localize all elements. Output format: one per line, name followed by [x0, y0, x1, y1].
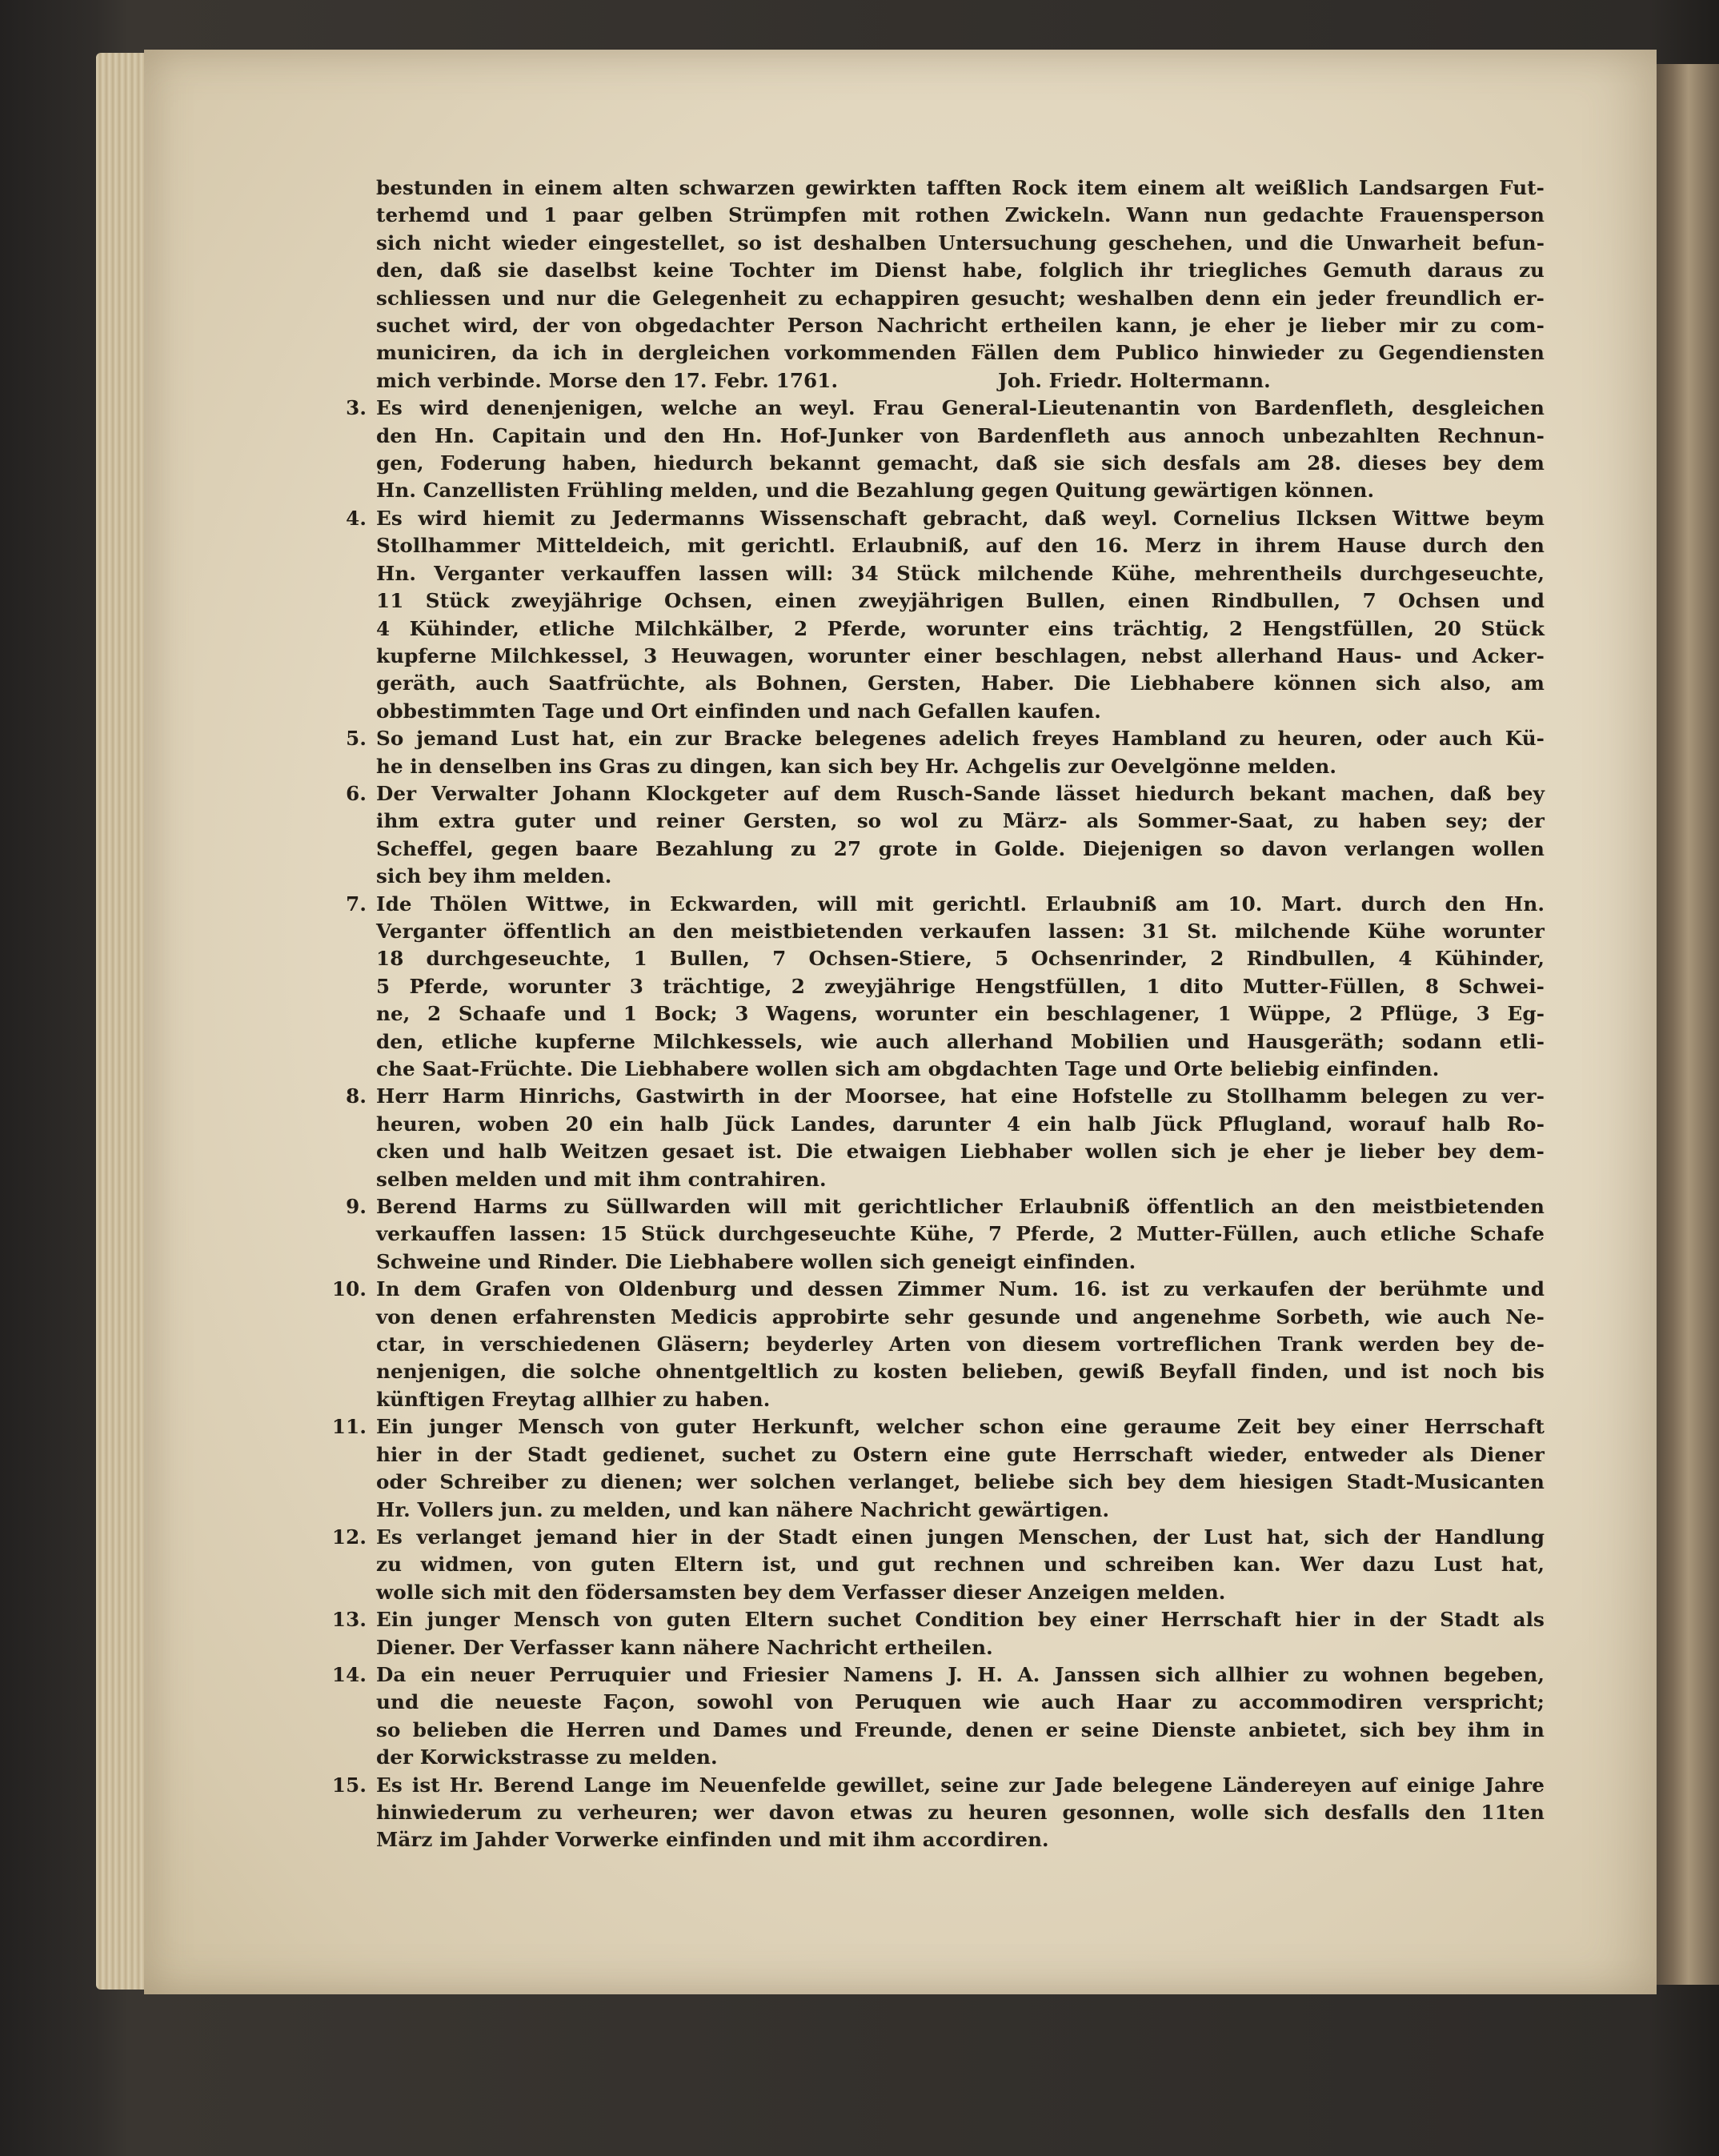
text-line: 18 durchgeseuchte, 1 Bullen, 7 Ochsen-Stiere, 5 Ochsenrinder, 2 Rindbullen, 4 Kühinder, [376, 947, 1545, 971]
text-line: Verganter öffentlich an den meistbietenden verkaufen lassen: 31 St. milchende Kühe worunter [376, 919, 1545, 943]
entry-number: 14. [331, 1662, 367, 1686]
text-line: und die neueste Façon, sowohl von Peruquen wie auch Haar zu accommodiren verspricht; [376, 1690, 1545, 1714]
text-line: sich nicht wieder eingestellet, so ist deshalben Untersuchung geschehen, und die Unwarheit befun- [376, 230, 1545, 254]
text-line: sich bey ihm melden. [376, 864, 612, 888]
entry-number: 3. [346, 396, 367, 420]
closing-line [376, 367, 1545, 395]
announcement-entry [346, 505, 1545, 725]
text-line: Da ein neuer Perruquier und Friesier Namens J. H. A. Janssen sich allhier zu wohnen begeben, [376, 1662, 1545, 1686]
announcement-entry [331, 1661, 1545, 1772]
text-line: ne, 2 Schaafe und 1 Bock; 3 Wagens, worunter ein beschlagener, 1 Wüppe, 2 Pflüge, 3 Eg- [376, 1002, 1545, 1026]
text-line: Es ist Hr. Berend Lange im Neuenfelde gewillet, seine zur Jade belegene Ländereyen auf einige Jahre [376, 1773, 1545, 1797]
facing-page-edge [1657, 64, 1719, 1985]
announcement-entry [346, 1193, 1545, 1276]
announcement-entry [346, 395, 1545, 505]
text-line: Stollhammer Mitteldeich, mit gerichtl. Erlaubniß, auf den 16. Merz in ihrem Hause durch den [376, 534, 1545, 558]
text-line: den, daß sie daselbst keine Tochter im Dienst habe, folglich ihr triegliches Gemuth daraus zu [376, 258, 1545, 283]
closing-text: mich verbinde. Morse den 17. Febr. 1761. [376, 368, 839, 392]
text-line: Herr Harm Hinrichs, Gastwirth in der Moorsee, hat eine Hofstelle zu Stollhamm belegen zu ver- [376, 1084, 1545, 1108]
text-line: Ein junger Mensch von guten Eltern suchet Condition bey einer Herrschaft hier in der Stadt als [376, 1608, 1545, 1632]
announcement-entry [346, 891, 1545, 1084]
text-line: hinwiederum zu verheuren; wer davon etwas zu heuren gesonnen, wolle sich desfalls den 11ten [376, 1800, 1545, 1824]
announcement-entry [346, 780, 1545, 891]
announcement-entry [331, 1276, 1545, 1413]
text-line: obbestimmten Tage und Ort einfinden und nach Gefallen kaufen. [376, 699, 1101, 723]
announcement-entry [331, 1772, 1545, 1854]
announcement-text [331, 174, 1545, 1854]
text-line: wolle sich mit den födersamsten bey dem Verfasser dieser Anzeigen melden. [376, 1580, 1226, 1604]
text-line: 5 Pferde, worunter 3 trächtige, 2 zweyjährige Hengstfüllen, 1 dito Mutter-Füllen, 8 Schwei- [376, 974, 1545, 998]
entry-number: 5. [346, 727, 367, 751]
text-line: bestunden in einem alten schwarzen gewirkten tafften Rock item einem alt weißlich Landsargen Fut- [376, 176, 1545, 199]
text-line: März im Jahder Vorwerke einfinden und mit ihm accordiren. [376, 1828, 1049, 1852]
announcement-entry [331, 1524, 1545, 1606]
text-line: 11 Stück zweyjährige Ochsen, einen zweyjährigen Bullen, einen Rindbullen, 7 Ochsen und [376, 589, 1545, 613]
text-line: zu widmen, von guten Eltern ist, und gut rechnen und schreiben kan. Wer dazu Lust hat, [376, 1553, 1545, 1577]
text-line: terhemd und 1 paar gelben Strümpfen mit rothen Zwickeln. Wann nun gedachte Frauensperson [376, 203, 1545, 227]
text-line: der Korwickstrasse zu melden. [376, 1745, 718, 1769]
entry-number: 12. [331, 1525, 367, 1549]
entry-number: 9. [346, 1195, 367, 1219]
signature: Joh. Friedr. Holtermann. [998, 368, 1271, 392]
text-line: nenjenigen, die solche ohnentgeltlich zu kosten belieben, gewiß Beyfall finden, und ist noch bis [376, 1360, 1545, 1384]
announcement-entry [346, 1083, 1545, 1193]
text-line: Hn. Verganter verkauffen lassen will: 34 Stück milchende Kühe, mehrentheils durchgeseuchte, [376, 561, 1545, 585]
text-line: he in denselben ins Gras zu dingen, kan sich bey Hr. Achgelis zur Oevelgönne melden. [376, 754, 1336, 778]
text-line: In dem Grafen von Oldenburg und dessen Zimmer Num. 16. ist zu verkaufen der berühmte und [376, 1277, 1545, 1301]
entry-number: 8. [346, 1084, 367, 1108]
text-line: Berend Harms zu Süllwarden will mit gerichtlicher Erlaubniß öffentlich an den meistbietenden [376, 1195, 1545, 1219]
text-line: 4 Kühinder, etliche Milchkälber, 2 Pferde, worunter eins trächtig, 2 Hengstfüllen, 20 Stück [376, 616, 1545, 640]
text-line: kupferne Milchkessel, 3 Heuwagen, worunter einer beschlagen, nebst allerhand Haus- und Acker- [376, 643, 1545, 667]
text-line: verkauffen lassen: 15 Stück durchgeseuchte Kühe, 7 Pferde, 2 Mutter-Füllen, auch etliche Schafe [376, 1222, 1545, 1246]
text-line: schliessen und nur die Gelegenheit zu echappiren gesucht; weshalben denn ein jeder freundlich er- [376, 286, 1545, 310]
text-line: den, etliche kupferne Milchkessels, wie auch allerhand Mobilien und Hausgeräth; sodann etli- [376, 1029, 1545, 1053]
text-line: gen, Foderung haben, hiedurch bekannt gemacht, daß sie sich desfals am 28. dieses bey dem [376, 451, 1545, 475]
entry-number: 4. [346, 506, 367, 530]
entry-number: 15. [331, 1773, 367, 1797]
entry-number: 10. [331, 1277, 367, 1301]
entry-number: 6. [346, 781, 367, 805]
entry-number: 11. [331, 1415, 367, 1439]
text-line: municiren, da ich in dergleichen vorkommenden Fällen dem Publico hinwieder zu Gegendiensten [376, 341, 1545, 365]
entry-number: 7. [346, 892, 367, 916]
text-line: so belieben die Herren und Dames und Freunde, denen er seine Dienste anbietet, sich bey ihm in [376, 1717, 1545, 1741]
text-line: Ein junger Mensch von guter Herkunft, welcher schon eine geraume Zeit bey einer Herrschaft [376, 1415, 1545, 1439]
text-line: Schweine und Rinder. Die Liebhabere wollen sich geneigt einfinden. [376, 1249, 1136, 1273]
entry-number: 13. [331, 1608, 367, 1632]
text-line: che Saat-Früchte. Die Liebhabere wollen sich am obgdachten Tage und Orte beliebig einfinden. [376, 1057, 1440, 1080]
announcement-entry [331, 1606, 1545, 1661]
text-line: selben melden und mit ihm contrahiren. [376, 1167, 827, 1191]
text-line: Hr. Vollers jun. zu melden, und kan nähere Nachricht gewärtigen. [376, 1497, 1110, 1521]
text-line: heuren, woben 20 ein halb Jück Landes, darunter 4 ein halb Jück Pflugland, worauf halb Ro- [376, 1112, 1545, 1136]
text-line: So jemand Lust hat, ein zur Bracke belegenes adelich freyes Hambland zu heuren, oder auch Kü- [376, 727, 1545, 751]
text-line: Diener. Der Verfasser kann nähere Nachricht ertheilen. [376, 1635, 993, 1659]
announcement-entry [376, 174, 1545, 395]
text-line: Es wird hiemit zu Jedermanns Wissenschaft gebracht, daß weyl. Cornelius Ilcksen Wittwe beym [376, 506, 1545, 530]
text-line: von denen erfahrensten Medicis approbirte sehr gesunde und angenehme Sorbeth, wie auch Ne- [376, 1304, 1545, 1328]
text-line: ihm extra guter und reiner Gersten, so wol zu März- als Sommer-Saat, zu haben sey; der [376, 809, 1545, 833]
text-line: suchet wird, der von obgedachter Person Nachricht ertheilen kann, je eher je lieber mir zu com- [376, 314, 1545, 338]
text-line: geräth, auch Saatfrüchte, als Bohnen, Gersten, Haber. Die Liebhabere können sich also, am [376, 671, 1545, 695]
text-line: den Hn. Capitain und den Hn. Hof-Junker von Bardenfleth aus annoch unbezahlten Rechnun- [376, 423, 1545, 447]
announcement-entry [331, 1413, 1545, 1524]
text-line: künftigen Freytag allhier zu haben. [376, 1387, 771, 1411]
text-line: ctar, in verschiedenen Gläsern; beyderley Arten von diesem vortreflichen Trank werden bey de- [376, 1332, 1545, 1357]
text-line: Es wird denenjenigen, welche an weyl. Frau General-Lieutenantin von Bardenfleth, desgleichen [376, 396, 1545, 420]
text-line: hier in der Stadt gedienet, suchet zu Ostern eine gute Herrschaft wieder, entweder als Diener [376, 1442, 1545, 1466]
text-line: Es verlanget jemand hier in der Stadt einen jungen Menschen, der Lust hat, sich der Handlung [376, 1525, 1545, 1549]
text-line: Der Verwalter Johann Klockgeter auf dem Rusch-Sande lässet hiedurch bekant machen, daß bey [376, 781, 1545, 805]
text-line: Hn. Canzellisten Frühling melden, und die Bezahlung gegen Quitung gewärtigen können. [376, 479, 1375, 503]
text-line: Scheffel, gegen baare Bezahlung zu 27 grote in Golde. Diejenigen so davon verlangen wollen [376, 836, 1545, 860]
text-line: oder Schreiber zu dienen; wer solchen verlanget, beliebe sich bey dem hiesigen Stadt-Musicanten [376, 1470, 1545, 1494]
announcement-entry [346, 725, 1545, 780]
text-line: Ide Thölen Wittwe, in Eckwarden, will mit gerichtl. Erlaubniß am 10. Mart. durch den Hn. [376, 892, 1545, 916]
text-line: cken und halb Weitzen gesaet ist. Die etwaigen Liebhaber wollen sich je eher je lieber bey dem- [376, 1140, 1545, 1164]
